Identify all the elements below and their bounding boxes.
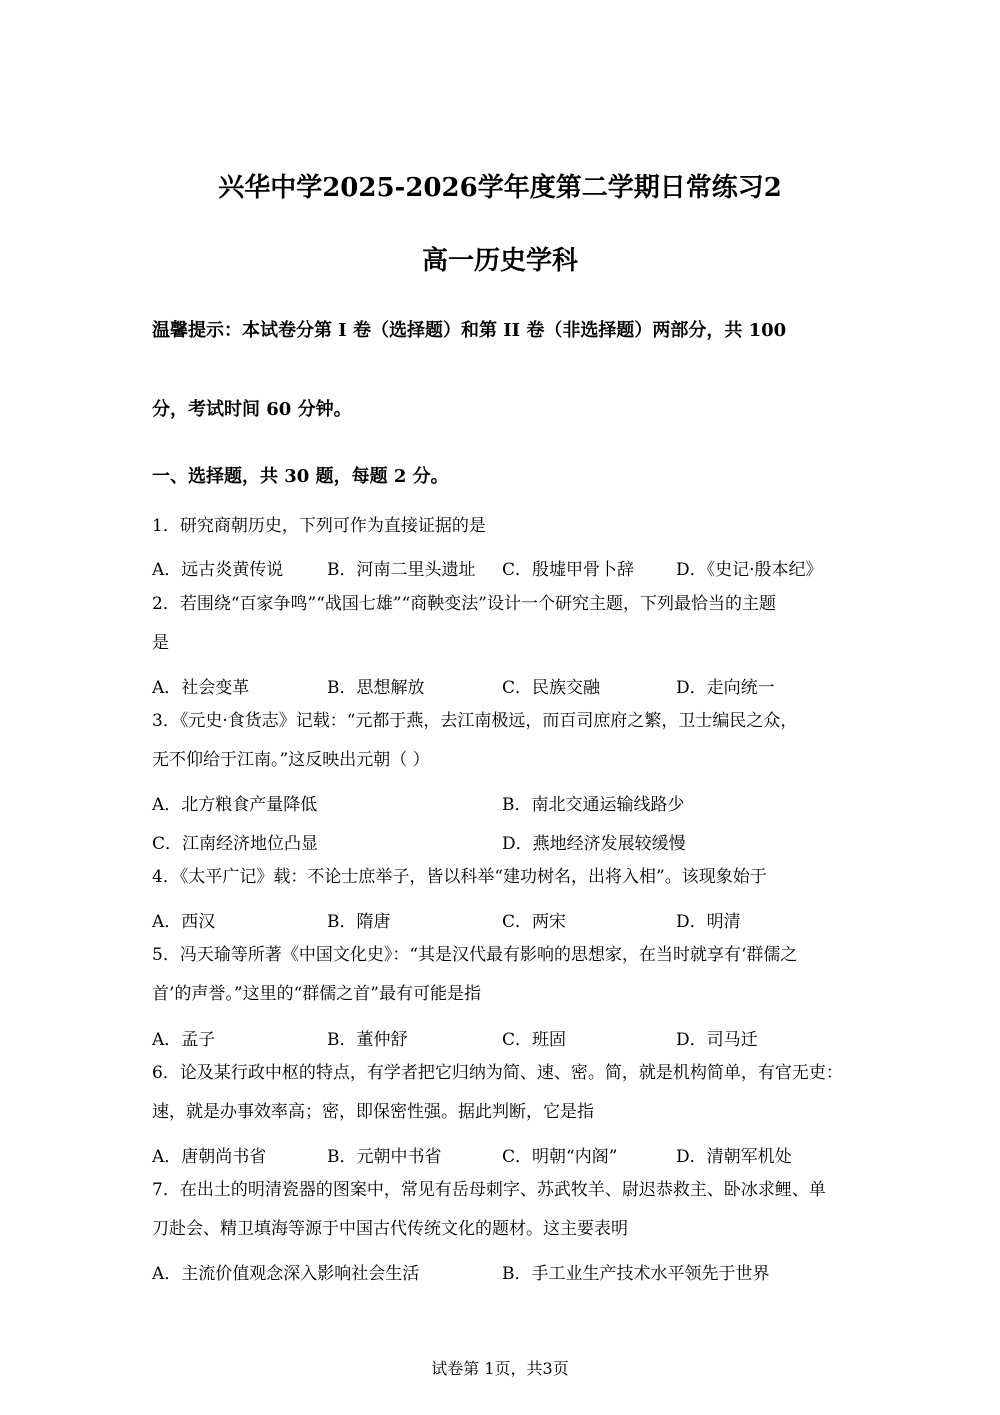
question-4-option-c: C．两宋 bbox=[502, 912, 567, 932]
question-4-option-b: B．隋唐 bbox=[327, 912, 391, 932]
question-7-option-b: B．手工业生产技术水平领先于世界 bbox=[502, 1264, 770, 1284]
question-2-option-d: D．走向统一 bbox=[676, 678, 775, 698]
question-4-stem: 4．《太平广记》载：不论士庶举子，皆以科举“建功树名，出将入相”。该现象始于 bbox=[152, 867, 767, 887]
question-3-stem-line-1: 3．《元史·食货志》记载：“元都于燕，去江南极远，而百司庶府之繁，卫士编民之众， bbox=[152, 711, 798, 731]
section-heading: 一、选择题，共 30 题，每题 2 分。 bbox=[152, 466, 449, 487]
exam-title: 兴华中学2025-2026学年度第二学期日常练习2 bbox=[218, 173, 782, 203]
question-6-option-b: B．元朝中书省 bbox=[327, 1147, 442, 1167]
question-1-stem: 1．研究商朝历史，下列可作为直接证据的是 bbox=[152, 516, 486, 536]
question-5-option-a: A．孟子 bbox=[152, 1030, 216, 1050]
question-6-stem-line-1: 6．论及某行政中枢的特点，有学者把它归纳为简、速、密。简，就是机构简单，有官无吏： bbox=[152, 1063, 843, 1083]
question-3-option-b: B．南北交通运输线路少 bbox=[502, 795, 685, 815]
question-2-option-c: C．民族交融 bbox=[502, 678, 601, 698]
question-6-option-d: D．清朝军机处 bbox=[676, 1147, 792, 1167]
question-2-stem-line-2: 是 bbox=[152, 633, 169, 653]
question-3-option-c: C．江南经济地位凸显 bbox=[152, 834, 319, 854]
question-5-stem-line-1: 5．冯天瑜等所著《中国文化史》：“其是汉代最有影响的思想家，在当时就享有‘群儒之 bbox=[152, 945, 798, 965]
question-2-option-b: B．思想解放 bbox=[327, 678, 425, 698]
question-3-stem-line-2: 无不仰给于江南。”这反映出元朝（ ） bbox=[152, 750, 430, 770]
question-1-option-a: A．远古炎黄传说 bbox=[152, 560, 284, 580]
question-4-option-a: A．西汉 bbox=[152, 912, 216, 932]
question-5-option-c: C．班固 bbox=[502, 1030, 567, 1050]
question-5-stem-line-2: 首’的声誉。”这里的“群儒之首”最有可能是指 bbox=[152, 984, 481, 1004]
question-1-option-c: C．殷墟甲骨卜辞 bbox=[502, 560, 635, 580]
question-7-option-a: A．主流价值观念深入影响社会生活 bbox=[152, 1264, 420, 1284]
question-7-stem-line-2: 刀赴会、精卫填海等源于中国古代传统文化的题材。这主要表明 bbox=[152, 1219, 628, 1239]
question-2-option-a: A．社会变革 bbox=[152, 678, 250, 698]
question-3-option-d: D．燕地经济发展较缓慢 bbox=[502, 834, 686, 854]
question-4-option-d: D．明清 bbox=[676, 912, 741, 932]
question-1-option-d: D．《史记·殷本纪》 bbox=[676, 560, 823, 580]
question-5-option-d: D．司马迁 bbox=[676, 1030, 758, 1050]
hint-line-1: 温馨提示：本试卷分第 I 卷（选择题）和第 II 卷（非选择题）两部分，共 100 bbox=[152, 320, 787, 341]
question-6-stem-line-2: 速，就是办事效率高；密，即保密性强。据此判断，它是指 bbox=[152, 1102, 594, 1122]
question-5-option-b: B．董仲舒 bbox=[327, 1030, 408, 1050]
page-footer: 试卷第 1页，共3页 bbox=[431, 1359, 569, 1378]
question-1-option-b: B．河南二里头遗址 bbox=[327, 560, 476, 580]
question-6-option-c: C．明朝“内阁” bbox=[502, 1147, 618, 1167]
question-7-stem-line-1: 7．在出土的明清瓷器的图案中，常见有岳母刺字、苏武牧羊、尉迟恭救主、卧冰求鲤、单 bbox=[152, 1180, 826, 1200]
exam-subtitle: 高一历史学科 bbox=[421, 246, 578, 276]
hint-line-2: 分，考试时间 60 分钟。 bbox=[152, 399, 352, 420]
question-2-stem-line-1: 2．若围绕“百家争鸣”“战国七雄”“商鞅变法”设计一个研究主题，下列最恰当的主题 bbox=[152, 594, 776, 614]
question-3-option-a: A．北方粮食产量降低 bbox=[152, 795, 318, 815]
question-6-option-a: A．唐朝尚书省 bbox=[152, 1147, 267, 1167]
